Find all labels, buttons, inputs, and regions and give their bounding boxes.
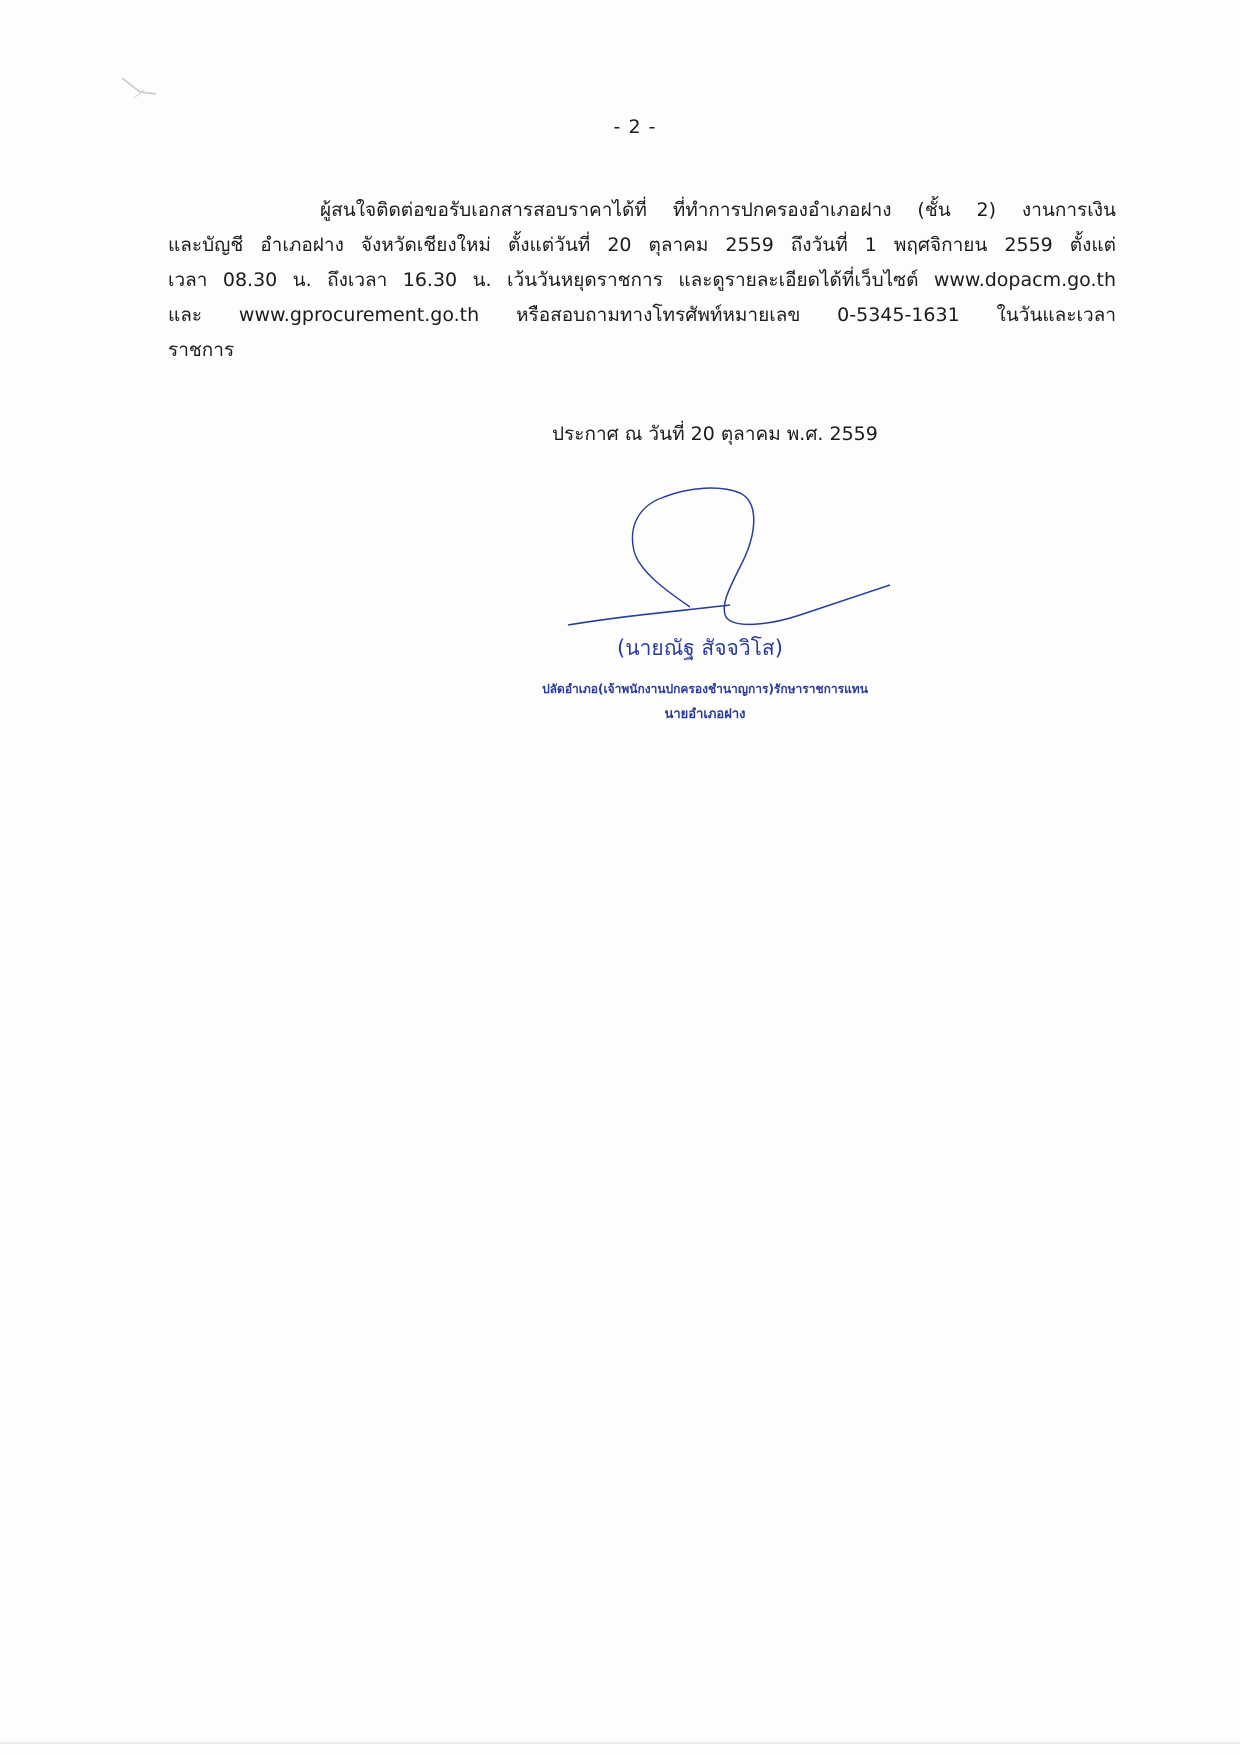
announcement-date: ประกาศ ณ วันที่ 20 ตุลาคม พ.ศ. 2559	[552, 423, 878, 445]
page-number: - 2 -	[613, 116, 657, 138]
body-line: ผู้สนใจติดต่อขอรับเอกสารสอบราคาได้ที่ ที่ทำการปกครองอำเภอฝาง (ชั้น 2) งานการเงิน	[320, 199, 1116, 221]
body-paragraph	[168, 193, 1116, 368]
signer-position: นายอำเภอฝาง	[664, 707, 746, 722]
scan-artifact-mark	[120, 72, 180, 112]
signer-name: (นายณัฐ สัจจวิโส)	[617, 636, 783, 660]
handwritten-signature	[560, 465, 900, 635]
body-line: และบัญชี อำเภอฝาง จังหวัดเชียงใหม่ ตั้งแต่วันที่ 20 ตุลาคม 2559 ถึงวันที่ 1 พฤศจิกายน 2559 ตั้งแต่	[168, 234, 1116, 256]
page-bottom-edge	[0, 1742, 1240, 1744]
signer-title: ปลัดอำเภอ(เจ้าพนักงานปกครองชำนาญการ)รักษาราชการแทน	[542, 682, 868, 696]
body-line: และ www.gprocurement.go.th หรือสอบถามทางโทรศัพท์หมายเลข 0-5345-1631 ในวันและเวลา	[168, 304, 1116, 326]
body-line: ราชการ	[168, 339, 235, 361]
body-line: เวลา 08.30 น. ถึงเวลา 16.30 น. เว้นวันหยุดราชการ และดูรายละเอียดได้ที่เว็บไซต์ www.dopacm.go.th	[168, 269, 1116, 291]
